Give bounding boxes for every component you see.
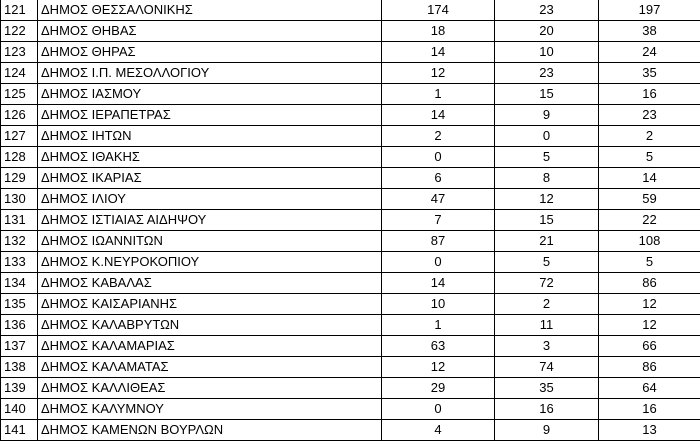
- table-row: [1, 357, 700, 378]
- table-row: [1, 315, 700, 336]
- value-b: 12: [495, 189, 599, 210]
- value-total: 22: [599, 210, 700, 231]
- value-b: 16: [495, 399, 599, 420]
- row-number: 139: [1, 378, 38, 399]
- value-a: 18: [382, 21, 495, 42]
- table-row: [1, 189, 700, 210]
- table-row: [1, 252, 700, 273]
- value-b: 10: [495, 42, 599, 63]
- value-b: 35: [495, 378, 599, 399]
- municipality-name: ΔΗΜΟΣ ΙΚΑΡΙΑΣ: [38, 168, 382, 189]
- value-total: 23: [599, 105, 700, 126]
- row-number: 123: [1, 42, 38, 63]
- value-a: 7: [382, 210, 495, 231]
- value-a: 1: [382, 315, 495, 336]
- value-a: 0: [382, 252, 495, 273]
- row-number: 128: [1, 147, 38, 168]
- value-b: 23: [495, 0, 599, 21]
- value-b: 3: [495, 336, 599, 357]
- value-a: 29: [382, 378, 495, 399]
- value-total: 14: [599, 168, 700, 189]
- table-row: [1, 168, 700, 189]
- value-total: 13: [599, 420, 700, 441]
- value-a: 2: [382, 126, 495, 147]
- value-total: 12: [599, 315, 700, 336]
- table-row: [1, 0, 700, 21]
- table-row: [1, 147, 700, 168]
- row-number: 135: [1, 294, 38, 315]
- table-row: [1, 63, 700, 84]
- municipality-name: ΔΗΜΟΣ Κ.ΝΕΥΡΟΚΟΠΙΟΥ: [38, 252, 382, 273]
- value-a: 12: [382, 63, 495, 84]
- row-number: 122: [1, 21, 38, 42]
- municipality-name: ΔΗΜΟΣ ΘΕΣΣΑΛΟΝΙΚΗΣ: [38, 0, 382, 21]
- table-row: [1, 42, 700, 63]
- row-number: 133: [1, 252, 38, 273]
- value-a: 14: [382, 273, 495, 294]
- table-row: [1, 84, 700, 105]
- value-b: 23: [495, 63, 599, 84]
- municipality-name: ΔΗΜΟΣ ΙΛΙΟΥ: [38, 189, 382, 210]
- value-b: 72: [495, 273, 599, 294]
- value-total: 66: [599, 336, 700, 357]
- value-total: 16: [599, 84, 700, 105]
- row-number: 137: [1, 336, 38, 357]
- municipality-name: ΔΗΜΟΣ ΙΩΑΝΝΙΤΩΝ: [38, 231, 382, 252]
- value-b: 9: [495, 105, 599, 126]
- value-a: 47: [382, 189, 495, 210]
- row-number: 126: [1, 105, 38, 126]
- table-row: [1, 294, 700, 315]
- value-total: 108: [599, 231, 700, 252]
- value-a: 1: [382, 84, 495, 105]
- value-b: 9: [495, 420, 599, 441]
- value-b: 11: [495, 315, 599, 336]
- municipality-name: ΔΗΜΟΣ ΙΕΡΑΠΕΤΡΑΣ: [38, 105, 382, 126]
- municipality-name: ΔΗΜΟΣ ΚΑΜΕΝΩΝ ΒΟΥΡΛΩΝ: [38, 420, 382, 441]
- value-a: 174: [382, 0, 495, 21]
- municipality-name: ΔΗΜΟΣ ΘΗΡΑΣ: [38, 42, 382, 63]
- value-total: 35: [599, 63, 700, 84]
- value-total: 5: [599, 252, 700, 273]
- row-number: 125: [1, 84, 38, 105]
- municipality-name: ΔΗΜΟΣ ΚΑΛΥΜΝΟΥ: [38, 399, 382, 420]
- value-a: 0: [382, 399, 495, 420]
- row-number: 132: [1, 231, 38, 252]
- municipality-name: ΔΗΜΟΣ ΚΑΛΛΙΘΕΑΣ: [38, 378, 382, 399]
- row-number: 134: [1, 273, 38, 294]
- table-row: [1, 336, 700, 357]
- value-total: 24: [599, 42, 700, 63]
- table-row: [1, 273, 700, 294]
- value-a: 14: [382, 42, 495, 63]
- row-number: 138: [1, 357, 38, 378]
- municipality-name: ΔΗΜΟΣ Ι.Π. ΜΕΣΟΛΛΟΓΙΟΥ: [38, 63, 382, 84]
- value-total: 2: [599, 126, 700, 147]
- value-b: 8: [495, 168, 599, 189]
- municipality-name: ΔΗΜΟΣ ΚΑΙΣΑΡΙΑΝΗΣ: [38, 294, 382, 315]
- municipality-name: ΔΗΜΟΣ ΙΣΤΙΑΙΑΣ ΑΙΔΗΨΟΥ: [38, 210, 382, 231]
- row-number: 141: [1, 420, 38, 441]
- value-b: 0: [495, 126, 599, 147]
- table-row: [1, 378, 700, 399]
- table-row: [1, 231, 700, 252]
- value-a: 6: [382, 168, 495, 189]
- value-b: 74: [495, 357, 599, 378]
- table-row: [1, 126, 700, 147]
- municipality-name: ΔΗΜΟΣ ΙΑΣΜΟΥ: [38, 84, 382, 105]
- value-a: 87: [382, 231, 495, 252]
- municipality-name: ΔΗΜΟΣ ΚΑΒΑΛΑΣ: [38, 273, 382, 294]
- value-b: 2: [495, 294, 599, 315]
- row-number: 136: [1, 315, 38, 336]
- municipality-name: ΔΗΜΟΣ ΚΑΛΑΒΡΥΤΩΝ: [38, 315, 382, 336]
- municipality-name: ΔΗΜΟΣ ΚΑΛΑΜΑΤΑΣ: [38, 357, 382, 378]
- value-b: 15: [495, 84, 599, 105]
- value-total: 12: [599, 294, 700, 315]
- value-a: 10: [382, 294, 495, 315]
- table-row: [1, 21, 700, 42]
- table-row: [1, 105, 700, 126]
- table-row: [1, 210, 700, 231]
- value-a: 14: [382, 105, 495, 126]
- municipality-name: ΔΗΜΟΣ ΚΑΛΑΜΑΡΙΑΣ: [38, 336, 382, 357]
- value-total: 64: [599, 378, 700, 399]
- row-number: 127: [1, 126, 38, 147]
- value-a: 4: [382, 420, 495, 441]
- table-row: [1, 399, 700, 420]
- row-number: 129: [1, 168, 38, 189]
- row-number: 121: [1, 0, 38, 21]
- value-b: 21: [495, 231, 599, 252]
- value-b: 5: [495, 147, 599, 168]
- value-total: 38: [599, 21, 700, 42]
- value-b: 15: [495, 210, 599, 231]
- value-total: 16: [599, 399, 700, 420]
- row-number: 140: [1, 399, 38, 420]
- value-a: 0: [382, 147, 495, 168]
- municipality-name: ΔΗΜΟΣ ΘΗΒΑΣ: [38, 21, 382, 42]
- value-total: 197: [599, 0, 700, 21]
- row-number: 131: [1, 210, 38, 231]
- value-total: 5: [599, 147, 700, 168]
- row-number: 124: [1, 63, 38, 84]
- table-body: [1, 0, 700, 441]
- value-b: 5: [495, 252, 599, 273]
- row-number: 130: [1, 189, 38, 210]
- value-total: 86: [599, 357, 700, 378]
- value-total: 86: [599, 273, 700, 294]
- municipality-name: ΔΗΜΟΣ ΙΗΤΩΝ: [38, 126, 382, 147]
- value-a: 12: [382, 357, 495, 378]
- municipality-name: ΔΗΜΟΣ ΙΘΑΚΗΣ: [38, 147, 382, 168]
- value-a: 63: [382, 336, 495, 357]
- value-b: 20: [495, 21, 599, 42]
- value-total: 59: [599, 189, 700, 210]
